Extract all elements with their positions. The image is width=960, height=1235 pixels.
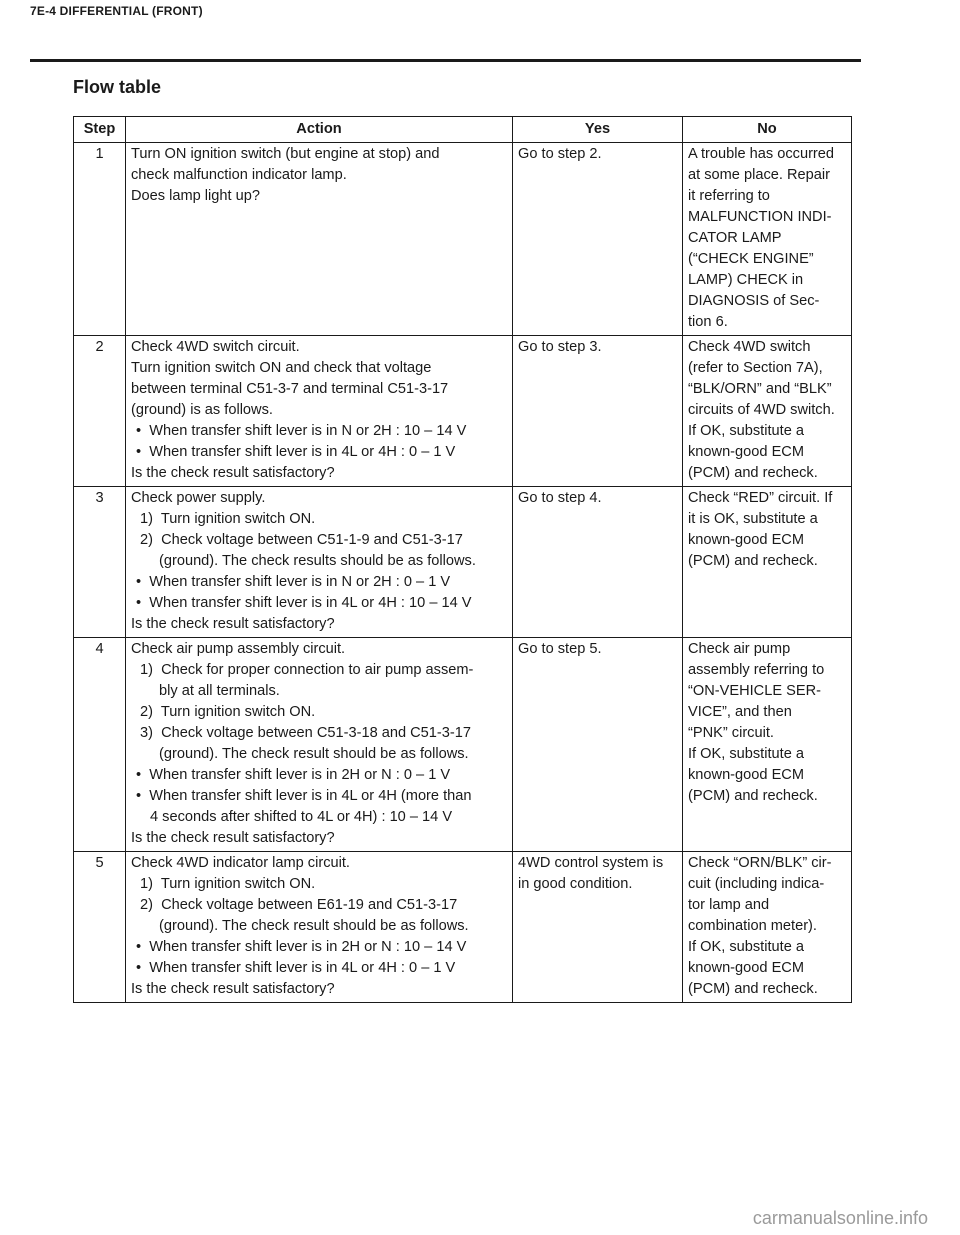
no-line: known-good ECM [688,444,804,460]
action-line: Does lamp light up? [131,188,260,204]
action-line: Turn ON ignition switch (but engine at stop) and [131,146,440,162]
header-no: No [683,117,852,143]
action-line: 3) Check voltage between C51-3-18 and C51-3-17 [140,725,471,741]
no-line: known-good ECM [688,960,804,976]
flow-table-body [74,143,852,1003]
action-line: • When transfer shift lever is in 2H or N : 10 – 14 V [136,939,467,955]
action-cell [126,487,513,638]
action-line: Is the check result satisfactory? [131,616,335,632]
step-number: 3 [74,487,126,638]
action-line: check malfunction indicator lamp. [131,167,347,183]
no-line: known-good ECM [688,767,804,783]
no-line: If OK, substitute a [688,423,804,439]
action-line: Check power supply. [131,490,266,506]
no-line: tion 6. [688,314,728,330]
no-cell [683,852,852,1003]
action-line: Check air pump assembly circuit. [131,641,346,657]
action-line: • When transfer shift lever is in N or 2H : 0 – 1 V [136,574,451,590]
yes-line: 4WD control system is [518,855,664,871]
no-line: LAMP) CHECK in [688,272,804,288]
no-line: combination meter). [688,918,817,934]
no-line: it referring to [688,188,770,204]
no-line: circuits of 4WD switch. [688,402,835,418]
action-line: Turn ignition switch ON and check that voltage [131,360,432,376]
no-line: (refer to Section 7A), [688,360,823,376]
yes-cell [513,487,683,638]
no-line: Check air pump [688,641,791,657]
header-rule [30,59,861,62]
yes-cell [513,336,683,487]
no-line: If OK, substitute a [688,746,804,762]
table-row [74,638,852,852]
step-number: 2 [74,336,126,487]
action-line: • When transfer shift lever is in 2H or N : 0 – 1 V [136,767,451,783]
no-line: (“CHECK ENGINE” [688,251,814,267]
action-line: Is the check result satisfactory? [131,465,335,481]
step-number: 5 [74,852,126,1003]
action-line: (ground). The check result should be as follows. [159,746,469,762]
yes-line: in good condition. [518,876,633,892]
action-line: • When transfer shift lever is in 4L or 4H : 10 – 14 V [136,595,472,611]
action-cell [126,638,513,852]
no-line: (PCM) and recheck. [688,465,818,481]
no-line: (PCM) and recheck. [688,553,818,569]
no-line: DIAGNOSIS of Sec- [688,293,820,309]
table-row [74,336,852,487]
no-line: “ON-VEHICLE SER- [688,683,821,699]
step-number: 4 [74,638,126,852]
step-number: 1 [74,143,126,336]
no-line: Check “ORN/BLK” cir- [688,855,832,871]
no-line: CATOR LAMP [688,230,782,246]
action-line: 4 seconds after shifted to 4L or 4H) : 10 – 14 V [150,809,453,825]
yes-cell [513,143,683,336]
action-line: Check 4WD switch circuit. [131,339,300,355]
no-line: tor lamp and [688,897,770,913]
header-yes: Yes [513,117,683,143]
table-row [74,143,852,336]
no-line: cuit (including indica- [688,876,825,892]
yes-line: Go to step 2. [518,146,602,162]
yes-line: Go to step 3. [518,339,602,355]
action-line: • When transfer shift lever is in N or 2H : 10 – 14 V [136,423,467,439]
no-line: Check 4WD switch [688,339,811,355]
yes-line: Go to step 4. [518,490,602,506]
no-cell [683,638,852,852]
section-title: Flow table [73,77,162,97]
table-row [74,852,852,1003]
action-line: 1) Turn ignition switch ON. [140,876,316,892]
no-cell [683,143,852,336]
action-line: 2) Check voltage between C51-1-9 and C51-3-17 [140,532,463,548]
action-line: 1) Check for proper connection to air pump assem- [140,662,474,678]
action-line: Is the check result satisfactory? [131,830,335,846]
no-line: (PCM) and recheck. [688,981,818,997]
yes-cell [513,852,683,1003]
action-cell [126,852,513,1003]
page-header: 7E-4 DIFFERENTIAL (FRONT) [30,4,203,18]
no-cell [683,336,852,487]
no-line: it is OK, substitute a [688,511,818,527]
action-line: Check 4WD indicator lamp circuit. [131,855,350,871]
yes-line: Go to step 5. [518,641,602,657]
no-line: If OK, substitute a [688,939,804,955]
action-line: 2) Check voltage between E61-19 and C51-3-17 [140,897,458,913]
no-line: Check “RED” circuit. If [688,490,833,506]
action-line: 2) Turn ignition switch ON. [140,704,316,720]
no-cell [683,487,852,638]
table-header-row [74,117,852,143]
action-line: (ground) is as follows. [131,402,273,418]
flow-table [73,116,852,1003]
no-line: (PCM) and recheck. [688,788,818,804]
no-line: “PNK” circuit. [688,725,774,741]
action-line: (ground). The check result should be as follows. [159,918,469,934]
no-line: A trouble has occurred [688,146,835,162]
action-line: • When transfer shift lever is in 4L or 4H : 0 – 1 V [136,444,456,460]
action-cell [126,336,513,487]
header-action: Action [126,117,513,143]
header-step: Step [74,117,126,143]
action-line: bly at all terminals. [159,683,280,699]
action-line: Is the check result satisfactory? [131,981,335,997]
no-line: assembly referring to [688,662,825,678]
action-cell [126,143,513,336]
action-line: 1) Turn ignition switch ON. [140,511,316,527]
action-line: • When transfer shift lever is in 4L or 4H : 0 – 1 V [136,960,456,976]
action-line: (ground). The check results should be as follows. [159,553,476,569]
yes-cell [513,638,683,852]
no-line: “BLK/ORN” and “BLK” [688,381,832,397]
watermark: carmanualsonline.info [752,1208,928,1228]
no-line: known-good ECM [688,532,804,548]
no-line: MALFUNCTION INDI- [688,209,832,225]
no-line: at some place. Repair [688,167,830,183]
table-row [74,487,852,638]
no-line: VICE”, and then [688,704,792,720]
action-line: between terminal C51-3-7 and terminal C51-3-17 [131,381,449,397]
action-line: • When transfer shift lever is in 4L or 4H (more than [136,788,472,804]
